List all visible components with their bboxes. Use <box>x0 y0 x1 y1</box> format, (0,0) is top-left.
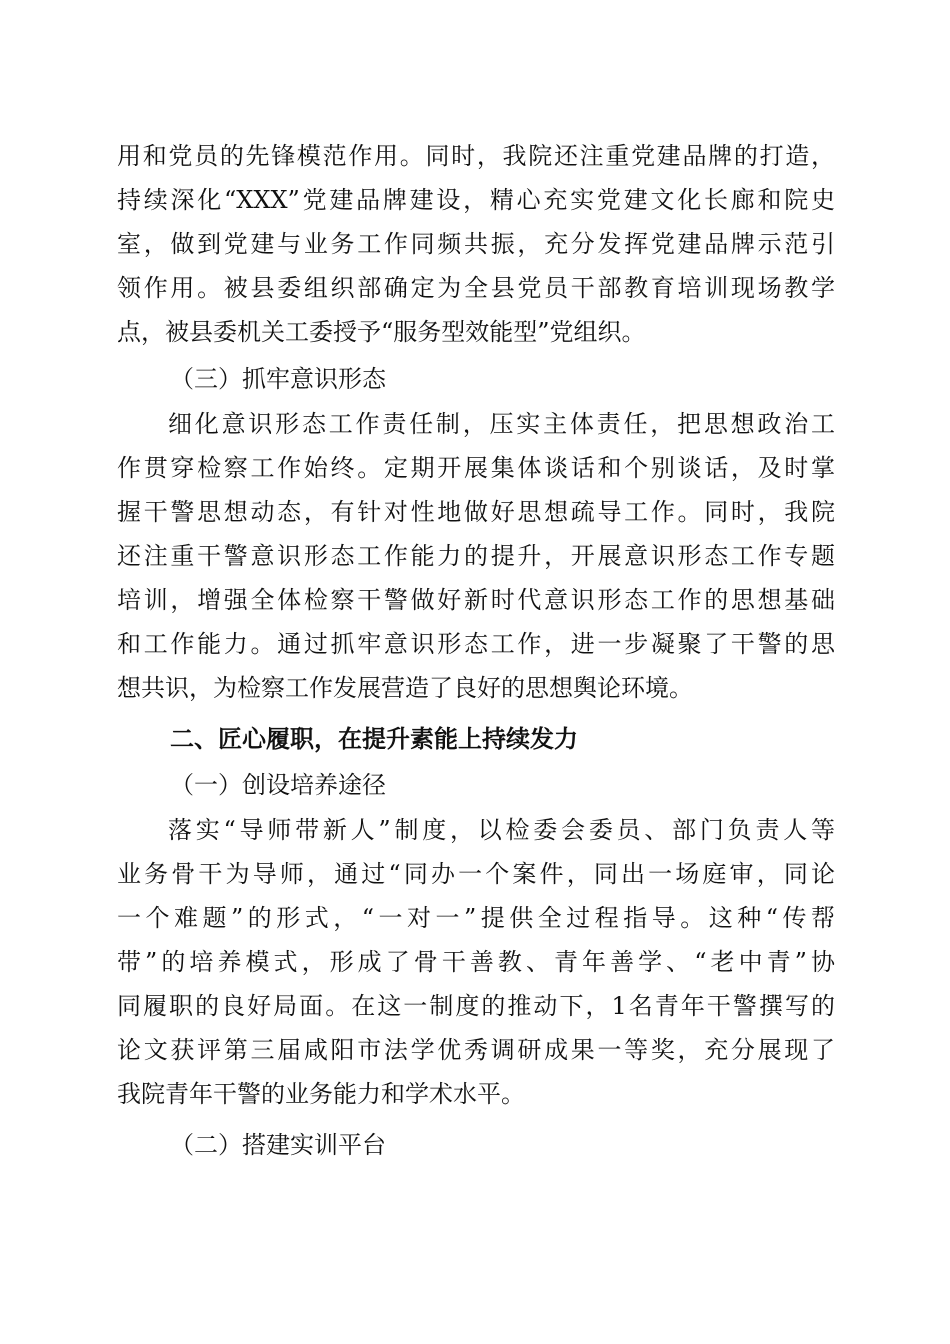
text-line: 我院青年干警的业务能力和学术水平。 <box>117 1080 525 1108</box>
text-line: 握干警思想动态，有针对性地做好思想疏导工作。同时，我院 <box>117 498 835 526</box>
text-line: 还注重干警意识形态工作能力的提升，开展意识形态工作专题 <box>117 542 835 570</box>
text-line: 培训，增强全体检察干警做好新时代意识形态工作的思想基础 <box>117 586 835 614</box>
text-line: 一个难题”的形式，“一对一”提供全过程指导。这种“传帮 <box>117 904 835 932</box>
paragraph-ideology <box>0 402 950 710</box>
section-heading-training-path: （一）创设培养途径 <box>170 771 386 799</box>
text-line: 想共识，为检察工作发展营造了良好的思想舆论环境。 <box>117 674 693 702</box>
section-heading-training-platform: （二）搭建实训平台 <box>170 1131 386 1159</box>
text-line: 作贯穿检察工作始终。定期开展集体谈话和个别谈话，及时掌 <box>117 454 835 482</box>
text-line: 业务骨干为导师，通过“同办一个案件，同出一场庭审，同论 <box>117 860 835 888</box>
text-line: 室，做到党建与业务工作同频共振，充分发挥党建品牌示范引 <box>117 230 835 258</box>
text-line: 领作用。被县委组织部确定为全县党员干部教育培训现场教学 <box>117 274 835 302</box>
text-line: 和工作能力。通过抓牢意识形态工作，进一步凝聚了干警的思 <box>117 630 835 658</box>
text-line: 带”的培养模式，形成了骨干善教、青年善学、“老中青”协 <box>117 948 835 976</box>
text-line: 落实“导师带新人”制度，以检委会委员、部门负责人等 <box>168 816 835 844</box>
text-line: 同履职的良好局面。在这一制度的推动下，1名青年干警撰写的 <box>117 992 835 1020</box>
chapter-heading-capability: 二、匠心履职，在提升素能上持续发力 <box>170 725 578 753</box>
section-heading-ideology: （三）抓牢意识形态 <box>170 365 386 393</box>
text-line: 点，被县委机关工委授予“服务型效能型”党组织。 <box>117 318 646 346</box>
text-line: 细化意识形态工作责任制，压实主体责任，把思想政治工 <box>168 410 835 438</box>
paragraph-mentorship <box>0 808 950 1116</box>
paragraph-party-brand <box>0 134 950 354</box>
text-line: 用和党员的先锋模范作用。同时，我院还注重党建品牌的打造， <box>117 142 835 170</box>
text-line: 持续深化“XXX”党建品牌建设，精心充实党建文化长廊和院史 <box>117 186 835 214</box>
text-line: 论文获评第三届咸阳市法学优秀调研成果一等奖，充分展现了 <box>117 1036 835 1064</box>
